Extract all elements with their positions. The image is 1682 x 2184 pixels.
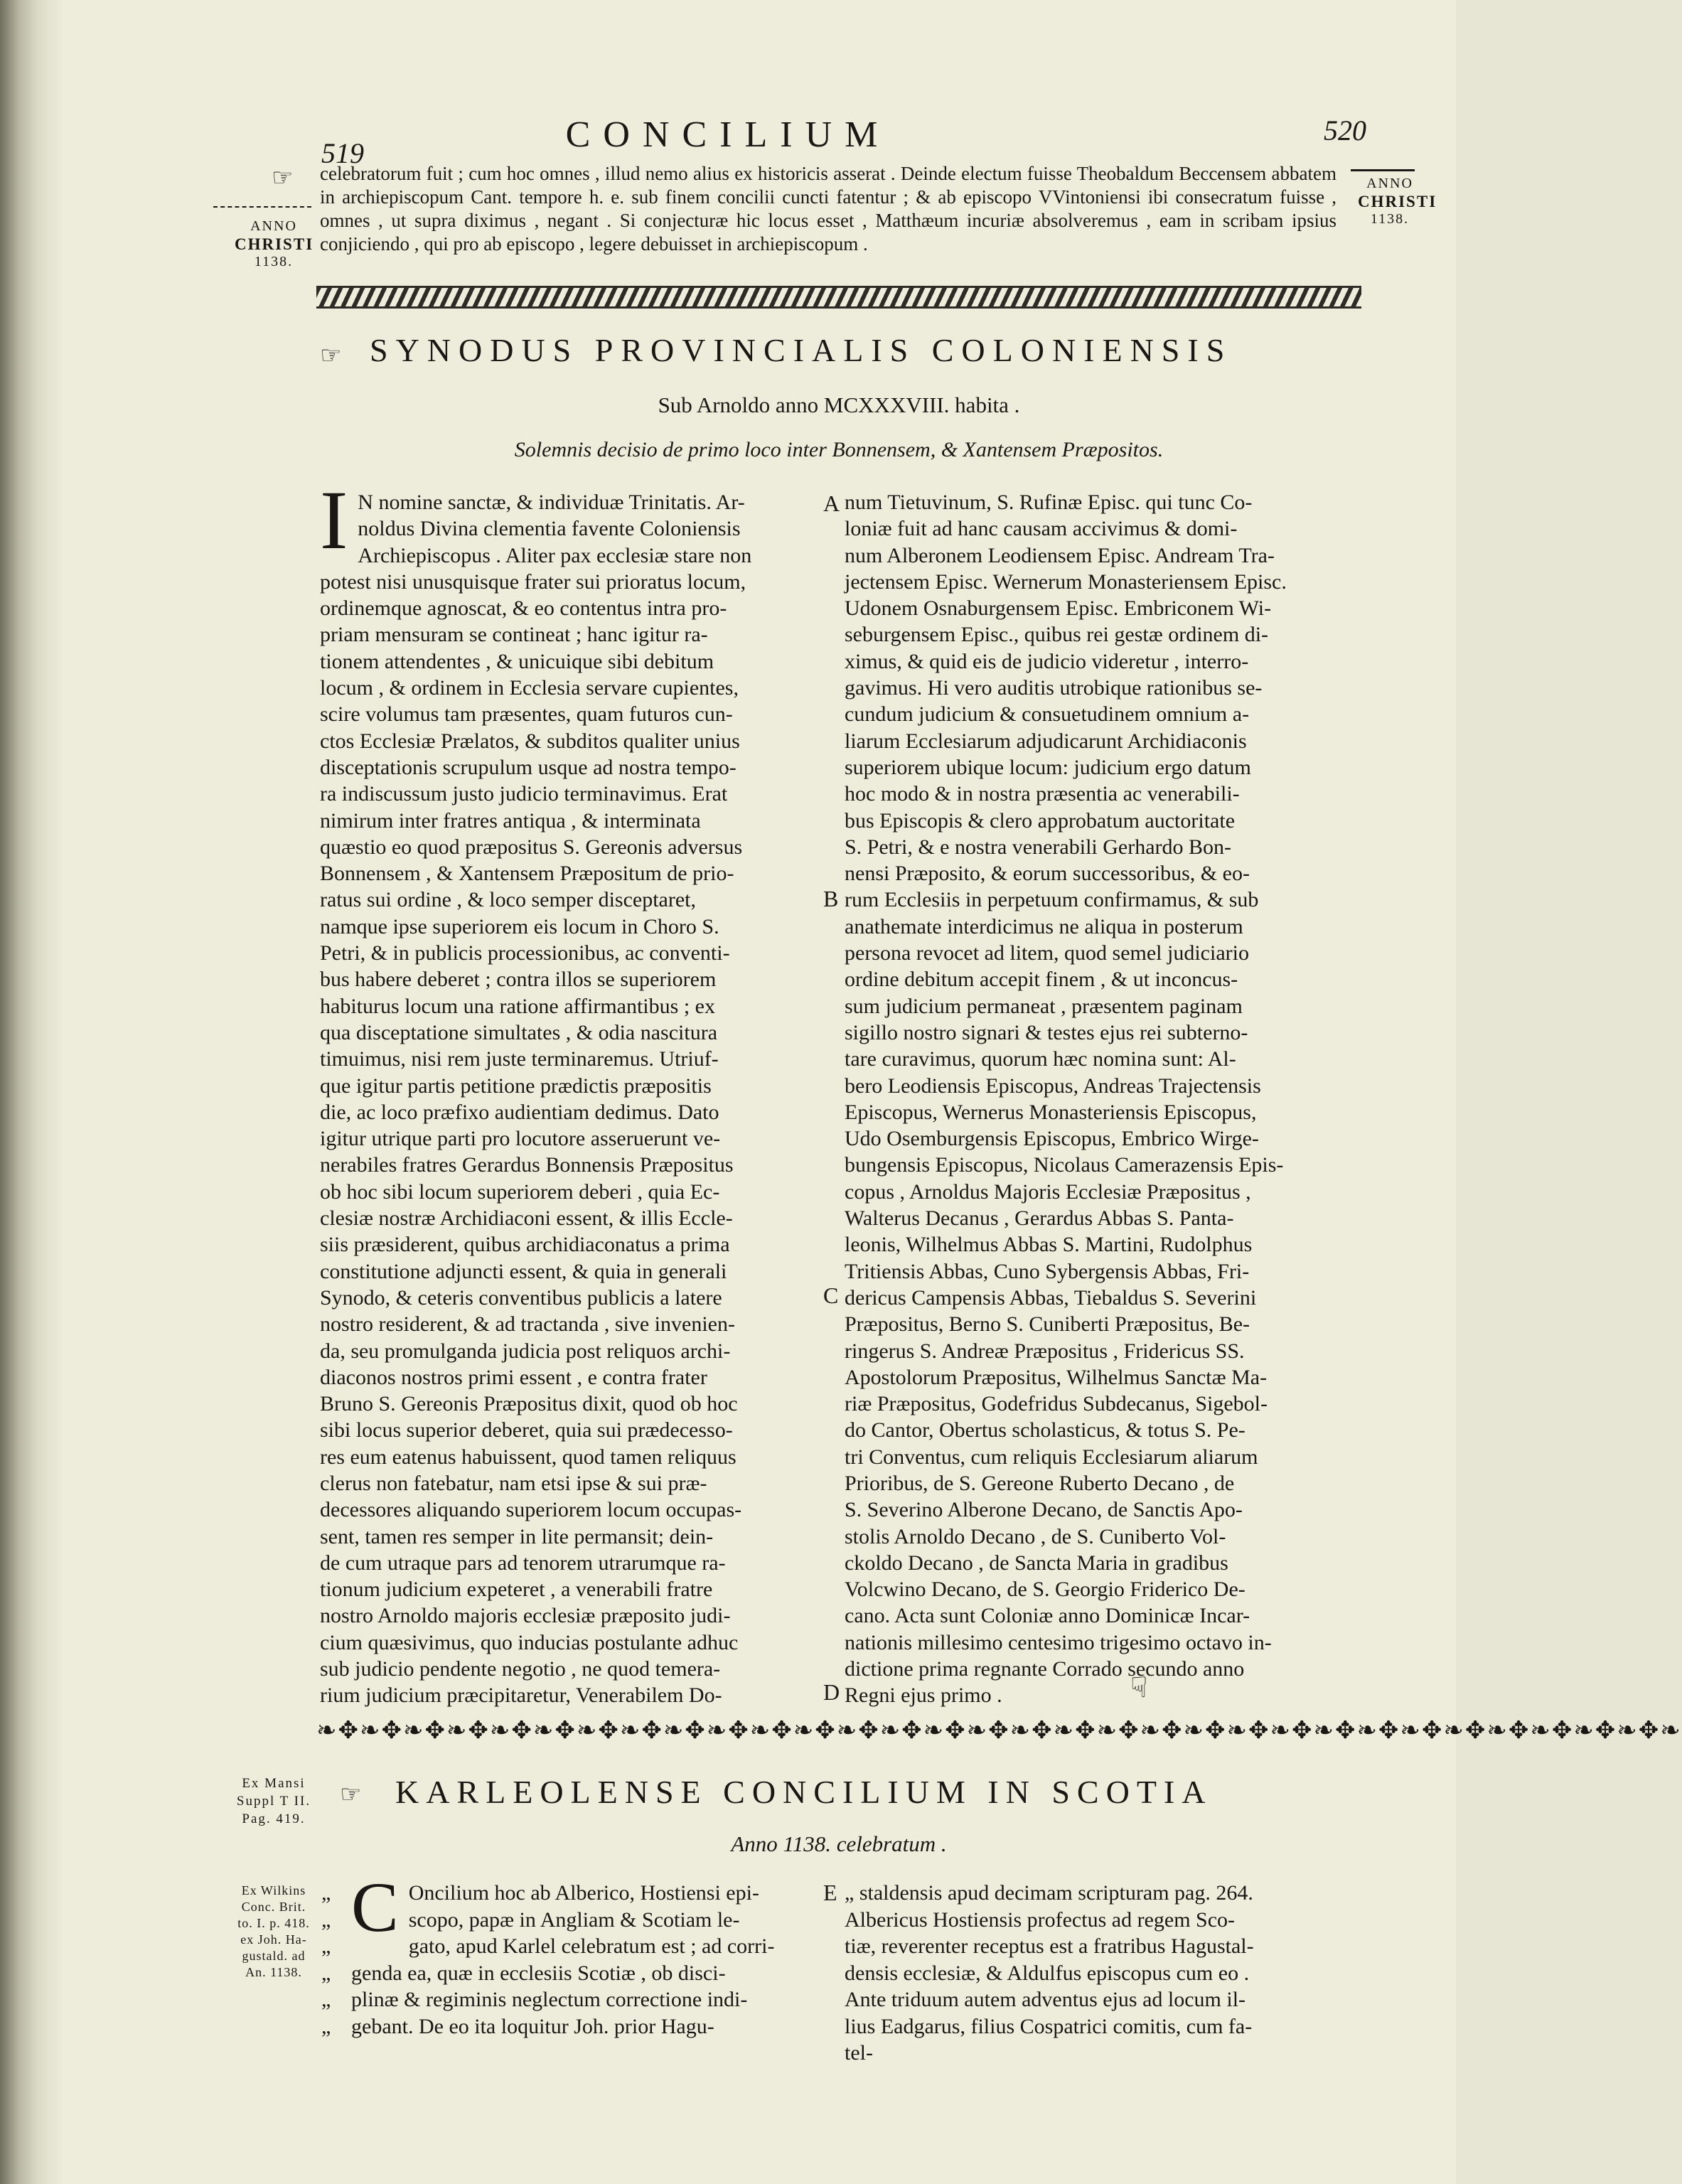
quote-mark: „ <box>321 2014 331 2038</box>
text-line: clesiæ nostræ Archidiaconi essent, & illis Eccle- <box>320 1206 733 1231</box>
source-note-line: Pag. 419. <box>242 1811 306 1826</box>
text-line: timuimus, nisi rem juste terminaremus. Utriuf- <box>320 1047 719 1071</box>
text-line: de cum utraque pars ad tenorem utrarumque ra- <box>320 1551 726 1575</box>
ornamental-border <box>316 286 1361 309</box>
text-line: diaconos nostros primi essent , e contra frater <box>320 1365 707 1389</box>
section-title-karleolense: KARLEOLENSE CONCILIUM IN SCOTIA <box>395 1774 1213 1810</box>
text-line: da, seu promulganda judicia post reliquos archi- <box>320 1339 731 1363</box>
text-line: densis ecclesiæ, & Aldulfus episcopus cum eo . <box>845 1961 1250 1985</box>
text-line: copus , Arnoldus Majoris Ecclesiæ Præpositus , <box>845 1179 1251 1204</box>
text-line: igitur utrique parti pro locutore asseruerunt ve- <box>320 1127 721 1151</box>
text-line: hoc modo & in nostra præsentia ac venerabili- <box>845 782 1240 806</box>
text-line: dericus Campensis Abbas, Tiebaldus S. Severini <box>845 1285 1257 1310</box>
text-line: scire volumus tam præsentes, quam futuros cun- <box>320 702 733 727</box>
text-line: Walterus Decanus , Gerardus Abbas S. Panta- <box>845 1206 1234 1231</box>
text-line: nimirum inter fratres antiqua , & interminata <box>320 808 701 833</box>
text-line: jectensem Episc. Wernerum Monasteriensem Episc. <box>845 569 1287 594</box>
text-line: que igitur partis petitione prædictis præpositis <box>320 1074 712 1098</box>
text-line: gebant. De eo ita loquitur Joh. prior Hagu- <box>351 2014 714 2038</box>
text-line: priam mensuram se contineat ; hanc igitur ra- <box>320 623 708 647</box>
quote-mark: „ <box>321 1934 331 1958</box>
text-line: Tritiensis Abbas, Cuno Sybergensis Abbas, Fri- <box>845 1259 1250 1283</box>
page-number-left: 519 <box>321 137 364 169</box>
text-line: loniæ fuit ad hanc causam accivimus & domi- <box>845 517 1238 541</box>
margin-christi-word: CHRISTI <box>1358 193 1437 210</box>
text-line: qua disceptatione simultates , & odia nascitura <box>320 1020 718 1044</box>
text-line: Prioribus, de S. Gereone Ruberto Decano , de <box>845 1471 1235 1495</box>
text-line: ckoldo Decano , de Sancta Maria in gradibus <box>845 1551 1228 1575</box>
source-note <box>235 1774 313 1828</box>
margin-rule-right <box>1351 169 1415 171</box>
drop-cap: C <box>351 1868 399 1947</box>
section-italic-subtitle: Solemnis decisio de primo loco inter Bonnensem, & Xantensem Præpositos. <box>514 438 1164 461</box>
margin-rule-left <box>213 206 311 208</box>
binding-shadow <box>0 0 64 2184</box>
text-line: sent, tamen res semper in lite permansit; dein- <box>320 1524 714 1548</box>
text-line: cano. Acta sunt Coloniæ anno Dominicæ Incar- <box>845 1604 1250 1628</box>
section-subtitle: Anno 1138. celebratum . <box>731 1831 947 1856</box>
text-line: num Alberonem Leodiensem Episc. Andream Tra- <box>845 543 1275 567</box>
text-line: Synodo, & ceteris conventibus publicis a latere <box>320 1285 722 1310</box>
text-line: quæstio eo quod præpositus S. Gereonis adversus <box>320 835 743 859</box>
text-line: bungensis Episcopus, Nicolaus Camerazensis Epis- <box>845 1153 1284 1177</box>
text-line: Bruno S. Gereonis Præpositus dixit, quod ob hoc <box>320 1392 738 1416</box>
text-line: persona revocet ad litem, quod semel judiciario <box>845 941 1249 965</box>
source-note-line: Ex Mansi <box>242 1776 306 1791</box>
text-line: Archiepiscopus . Aliter pax ecclesiæ stare non <box>358 543 752 567</box>
text-line: dictione prima regnante Corrado secundo anno <box>845 1657 1245 1681</box>
text-line: nostro Arnoldo majoris ecclesiæ præposito judi- <box>320 1604 731 1628</box>
pointing-hand-icon: ☞ <box>272 165 294 191</box>
pointing-hand-icon: ☟ <box>1130 1671 1148 1703</box>
text-line: Ante triduum autem adventus ejus ad locum il- <box>845 1988 1246 2011</box>
text-line: bus Episcopis & clero approbatum auctoritate <box>845 808 1236 833</box>
text-line: stolis Arnoldo Decano , de S. Cuniberto Vol- <box>845 1524 1226 1548</box>
text-line: ringerus S. Andreæ Præpositus , Fridericus SS. <box>845 1339 1245 1363</box>
text-line: Albericus Hostiensis profectus ad regem Sco- <box>845 1907 1236 1932</box>
text-line: cium quæsivimus, quo inducias postulante adhuc <box>320 1630 739 1654</box>
source-note-line: to. I. p. 418. <box>237 1916 310 1930</box>
text-line: decessores aliquando superiorem locum occupas- <box>320 1498 742 1522</box>
column-lines <box>845 1880 1351 2067</box>
text-line: gato, apud Karlel celebratum est ; ad corri- <box>408 1934 775 1958</box>
text-line: Udonem Osnaburgensem Episc. Embriconem Wi- <box>845 596 1272 621</box>
text-line: superiorem ubique locum: judicium ergo datum <box>845 755 1251 779</box>
text-line: sum judicium permaneat , præsentem paginam <box>845 994 1243 1018</box>
continuation-paragraph: celebratorum fuit ; cum hoc omnes , illud nemo alius ex historicis asserat . Deinde electum fuisse Theobaldum Beccensem abbatem in archiepiscopum Cant. tempore h. e. sub finem concilii cuncti fatentur ; & ab episcopo VVintoniensi ibi consecratum fuisse , omnes , ut supra diximus , negant . Si conjecturæ hic locus esset , Matthæum incuriæ absolveremus , eam in scribam ipsius conjiciendo , qui pro ab episcopo , legere debuisset in archiepiscopum . <box>320 163 1337 255</box>
source-note-line: gustald. ad <box>242 1949 306 1963</box>
text-line: „ staldensis apud decimam scripturam pag. 264. <box>845 1881 1253 1905</box>
text-line: disceptationis scrupulum usque ad nostra tempo- <box>320 755 736 779</box>
source-note-line: Conc. Brit. <box>241 1900 306 1914</box>
text-line: bero Leodiensis Episcopus, Andreas Trajectensis <box>845 1074 1261 1098</box>
section-letter: D <box>823 1679 840 1705</box>
text-line: tiæ, reverenter receptus est a fratribus Hagustal- <box>845 1934 1254 1958</box>
text-line: ob hoc sibi locum superiorem deberi , quia Ec- <box>320 1179 720 1204</box>
text-line: noldus Divina clementia favente Coloniensis <box>358 517 741 541</box>
text-line: habiturus locum una ratione affirmantibus ; ex <box>320 994 715 1018</box>
text-line: nerabiles fratres Gerardus Bonnensis Præpositus <box>320 1153 734 1177</box>
text-line: clerus non fatebatur, nam etsi ipse & sui præ- <box>320 1471 707 1495</box>
quote-mark: „ <box>321 1988 331 2011</box>
text-line: sibi locus superior deberet, quia sui prædecesso- <box>320 1418 733 1442</box>
text-line: rum Ecclesiis in perpetuum confirmamus, & sub <box>845 888 1259 912</box>
section-title-synodus: SYNODUS PROVINCIALIS COLONIENSIS <box>370 332 1233 368</box>
text-line: nensi Præposito, & eorum successoribus, & eo- <box>845 862 1250 886</box>
quote-marks <box>321 1880 350 2040</box>
text-line: rium judicium præcipitaretur, Venerabilem Do- <box>320 1684 722 1708</box>
text-line: anathemate interdicimus ne aliqua in posterum <box>845 914 1243 938</box>
text-line: res eum eatenus habuissent, quod tamen reliquus <box>320 1445 736 1469</box>
text-line: S. Petri, & e nostra venerabili Gerhardo Bon- <box>845 835 1232 859</box>
text-line: ctos Ecclesiæ Prælatos, & subditos qualiter unius <box>320 729 740 753</box>
text-line: nationis millesimo centesimo trigesimo octavo in- <box>845 1630 1272 1654</box>
text-line: num Tietuvinum, S. Rufinæ Episc. qui tunc Co- <box>845 491 1253 514</box>
text-line: N nomine sanctæ, & individuæ Trinitatis. Ar- <box>358 491 745 514</box>
text-line: Episcopus, Wernerus Monasteriensis Episcopus, <box>845 1100 1257 1124</box>
margin-anno-left <box>235 218 313 271</box>
text-line: locum , & ordinem in Ecclesia servare cupientes, <box>320 676 739 700</box>
section-letter: E <box>823 1880 837 1905</box>
quote-mark: „ <box>321 1881 331 1905</box>
pointing-hand-icon: ☞ <box>320 343 342 369</box>
pointing-hand-icon: ☞ <box>340 1782 362 1808</box>
margin-anno-word: ANNO <box>250 218 297 234</box>
text-line: ratus sui ordine , & loco semper disceptaret, <box>320 888 697 912</box>
section-letter: C <box>823 1283 839 1308</box>
margin-anno-word: ANNO <box>1366 176 1413 191</box>
text-line: liarum Ecclesiarum adjudicarunt Archidiaconis <box>845 729 1247 753</box>
text-line: tri Conventus, cum reliquis Ecclesiarum aliarum <box>845 1445 1258 1469</box>
running-head: CONCILIUM <box>565 114 891 155</box>
text-line: ximus, & quid eis de judicio videretur , interro- <box>845 649 1249 673</box>
column-lines <box>845 489 1351 1709</box>
text-line: tionem attendentes , & unicuique sibi debitum <box>320 649 714 673</box>
text-line: tel- <box>845 2041 873 2065</box>
source-note-line: An. 1138. <box>245 1965 302 1979</box>
section-letter: A <box>823 491 840 516</box>
source-note-line: Ex Wilkins <box>241 1883 306 1897</box>
text-line: Regni ejus primo . <box>845 1684 1002 1708</box>
quote-mark: „ <box>321 1907 331 1932</box>
text-line: bus habere deberet ; contra illos se superiorem <box>320 968 717 992</box>
text-line: ordinemque agnoscat, & eo contentus intra pro- <box>320 596 727 621</box>
synod-left-column <box>320 473 819 1709</box>
text-line: tare curavimus, quorum hæc nomina sunt: Al- <box>845 1047 1236 1071</box>
text-line: do Cantor, Obertus scholasticus, & totus S. Pe- <box>845 1418 1246 1442</box>
source-note-line: Suppl T II. <box>236 1794 311 1809</box>
synod-right-column <box>845 489 1351 1709</box>
text-line: die, ac loco præfixo audientiam dedimus. Dato <box>320 1100 719 1124</box>
section-subtitle: Sub Arnoldo anno MCXXXVIII. habita . <box>658 392 1020 417</box>
text-line: Oncilium hoc ab Alberico, Hostiensi epi- <box>408 1881 759 1905</box>
text-line: cundum judicium & consuetudinem omnium a- <box>845 702 1250 727</box>
text-line: plinæ & regiminis neglectum correctione indi- <box>351 1988 748 2011</box>
quote-mark: „ <box>321 1961 331 1985</box>
column-lines <box>320 473 819 1709</box>
text-line: constitutione adjuncti essent, & quia in generali <box>320 1259 727 1283</box>
margin-year: 1138. <box>254 254 294 269</box>
text-line: Udo Osemburgensis Episcopus, Embrico Wirge- <box>845 1127 1259 1151</box>
text-line: sigillo nostro signari & testes ejus rei subterno- <box>845 1020 1248 1044</box>
margin-christi-word: CHRISTI <box>235 235 314 253</box>
margin-year: 1138. <box>1370 211 1410 227</box>
text-line: genda ea, quæ in ecclesiis Scotiæ , ob disci- <box>351 1961 726 1985</box>
text-line: S. Severino Alberone Decano, de Sanctis Apo- <box>845 1498 1243 1522</box>
text-line: seburgensem Episc., quibus rei gestæ ordinem di- <box>845 623 1269 647</box>
source-note-line: ex Joh. Ha- <box>240 1932 307 1947</box>
text-line: Apostolorum Præpositus, Wilhelmus Sanctæ Ma- <box>845 1365 1268 1389</box>
drop-cap: I <box>320 473 348 567</box>
ornamental-border: ❧✥❧✥❧✥❧✥❧✥❧✥❧✥❧✥❧✥❧✥❧✥❧✥❧✥❧✥❧✥❧✥❧✥❧✥❧✥❧✥❧✥❧✥❧✥❧✥❧✥❧✥❧✥❧✥❧✥❧✥❧✥❧ <box>316 1718 1682 1744</box>
margin-anno-right <box>1358 175 1437 228</box>
text-line: Præpositus, Berno S. Cuniberti Præpositus, Be- <box>845 1312 1250 1337</box>
text-line: ra indiscussum justo judicio terminavimus. Erat <box>320 782 728 806</box>
text-line: siis præsiderent, quibus archidiaconatus a prima <box>320 1233 730 1257</box>
page-number-right: 520 <box>1324 114 1366 146</box>
text-line: ordine debitum accepit finem , & ut inconcus- <box>845 968 1238 992</box>
text-line: scopo, papæ in Angliam & Scotiam le- <box>408 1907 740 1932</box>
karleolense-left-column <box>351 1868 818 2040</box>
text-line: tionum judicium expeteret , a venerabili fratre <box>320 1578 713 1602</box>
text-line: lius Eadgarus, filius Cospatrici comitis, cum fa- <box>845 2014 1253 2038</box>
text-line: Petri, & in publicis processionibus, ac conventi- <box>320 941 730 965</box>
text-line: namque ipse superiorem eis locum in Choro S. <box>320 914 719 938</box>
text-line: nostro residerent, & ad tractanda , sive invenien- <box>320 1312 735 1337</box>
text-line: sub judicio pendente negotio , ne quod temera- <box>320 1657 721 1681</box>
column-lines <box>351 1868 818 2040</box>
source-note <box>231 1883 316 1981</box>
karleolense-right-column <box>845 1880 1351 2067</box>
text-line: potest nisi unusquisque frater sui prioratus locum, <box>320 569 746 594</box>
text-line: gavimus. Hi vero auditis utrobique rationibus se- <box>845 676 1263 700</box>
text-line: Volcwino Decano, de S. Georgio Friderico De- <box>845 1578 1246 1602</box>
text-line: riæ Præpositus, Godefridus Subdecanus, Sigebol- <box>845 1392 1268 1416</box>
text-line: Bonnensem , & Xantensem Præpositum de prio- <box>320 862 734 886</box>
text-line: leonis, Wilhelmus Abbas S. Martini, Rudolphus <box>845 1233 1253 1257</box>
section-letter: B <box>823 886 839 911</box>
